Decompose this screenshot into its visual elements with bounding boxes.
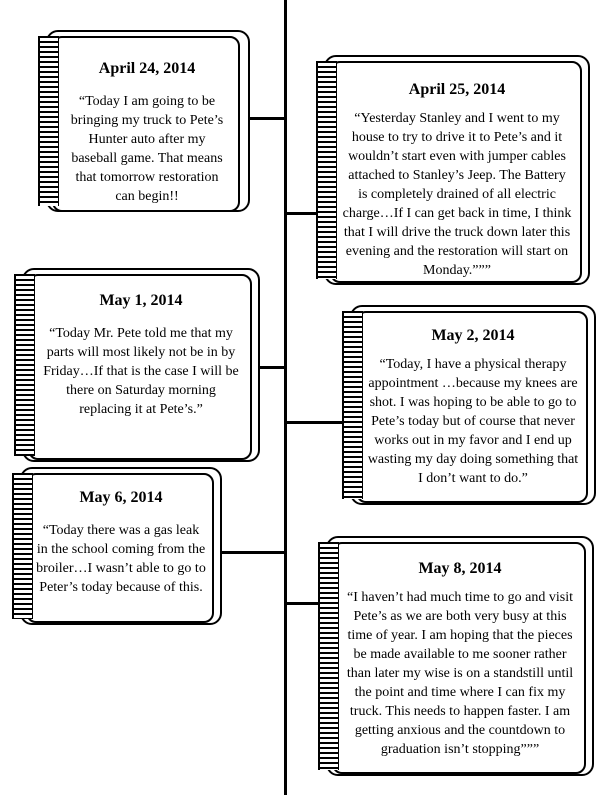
spiral-binding-icon: [38, 36, 59, 206]
entry-date: May 6, 2014: [79, 489, 163, 506]
entry-date: May 2, 2014: [431, 327, 515, 344]
connector-april-25: [284, 212, 320, 215]
entry-date: April 24, 2014: [98, 60, 196, 77]
spiral-binding-icon: [342, 311, 363, 499]
entry-text: “Today I am going to be bringing my truck to Pete’s Hunter auto after my baseball game. That means that tomorrow restoration can begin!!: [70, 94, 224, 204]
journal-entry-may-8: [318, 536, 596, 778]
journal-entry-may-2: [342, 305, 596, 507]
entry-text: “Yesterday Stanley and I went to my house to try to drive it to Pete’s and it wouldn’t start even with jumper cables attached to Stanley’s Jeep. The Battery is completely drained of all electric charge…If I can get back in time, I think that I will drive the truck down later this evening and the restoration will start on Monday.”””: [342, 111, 572, 278]
journal-entry-april-25: [316, 55, 592, 287]
journal-entry-may-1: [14, 268, 260, 464]
connector-may-6: [216, 551, 286, 554]
entry-text: “I haven’t had much time to go and visit Pete’s as we are both very busy at this time of year. I am hoping that the pieces be made available to me sooner rather than later my wise is on a standstill until the point and time where I can fix my truck. This needs to happen faster. I am getting anxious and the countdown to graduation isn’t stopping”””: [346, 590, 574, 757]
entry-text: “Today, I have a physical therapy appointment …because my knees are shot. I was hoping to be able to go to Pete’s today but of course that never works out in my favor and I end up wasting my day doing something that I don’t want to do.”: [367, 357, 579, 486]
journal-entry-april-24: [38, 30, 250, 214]
spiral-binding-icon: [14, 274, 35, 456]
journal-entry-may-6: [12, 467, 222, 627]
entry-date: May 1, 2014: [99, 292, 183, 309]
spiral-binding-icon: [316, 61, 337, 279]
entry-text: “Today Mr. Pete told me that my parts will most likely not be in by Friday…If that is the case I will be there on Saturday morning replacing it at Pete’s.”: [43, 326, 239, 417]
entry-date: May 8, 2014: [418, 560, 502, 577]
entry-date: April 25, 2014: [408, 81, 506, 98]
entry-text: “Today there was a gas leak in the school coming from the broiler…I wasn’t able to go to Peter’s today because of this.: [36, 523, 206, 595]
spiral-binding-icon: [12, 473, 33, 619]
spiral-binding-icon: [318, 542, 339, 770]
